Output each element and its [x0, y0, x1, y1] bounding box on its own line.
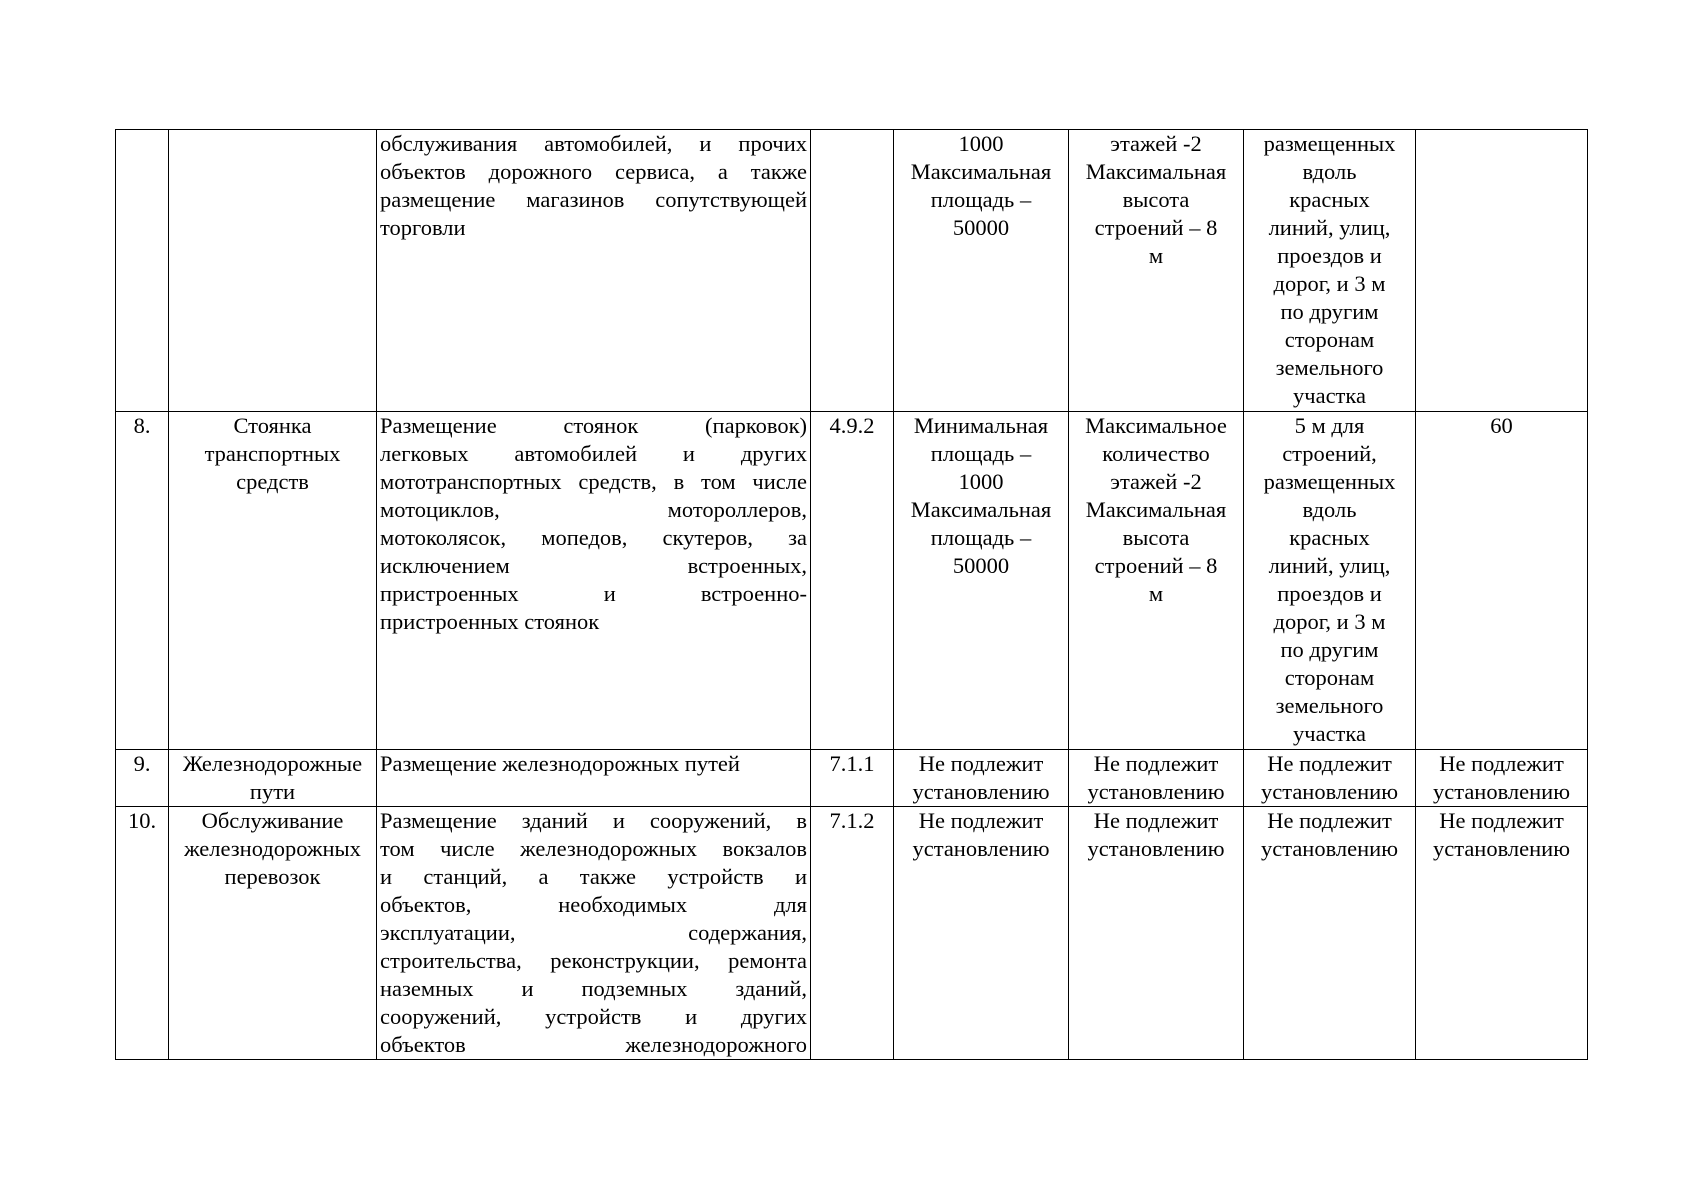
- cell-text-line: сторонам: [1284, 327, 1375, 352]
- cell-text-line: торговли: [380, 215, 466, 240]
- row-number: 8.: [133, 413, 151, 438]
- cell-text-line: участка: [1293, 721, 1366, 746]
- use-name-cell: [169, 750, 377, 807]
- use-name-cell: [169, 130, 377, 412]
- cell-text-line: красных: [1289, 187, 1370, 212]
- cell-text-line: мототранспортных средств, в том числе: [380, 469, 807, 494]
- cell-text-line: сооружений, устройств и других: [380, 1004, 807, 1029]
- cell-text-line: железнодорожных: [184, 836, 361, 861]
- cell-text-line: мотоколясок, мопедов, скутеров, за: [380, 525, 807, 550]
- cell-text-line: Не подлежит: [918, 808, 1044, 833]
- coverage-percent: Не подлежит установлению: [1432, 751, 1571, 804]
- cell-text-line: установлению: [912, 836, 1050, 861]
- cell-text-line: Максимальная: [1085, 159, 1227, 184]
- cell-text-line: Не подлежит: [1267, 808, 1392, 833]
- cell-text-line: Максимальное: [1085, 413, 1227, 438]
- table-row: [116, 807, 1588, 1060]
- cell-text-line: дорог, и 3 м: [1273, 609, 1386, 634]
- cell-text-line: площадь –: [930, 187, 1032, 212]
- row-number: 10.: [127, 808, 157, 833]
- plot-area-cell: [894, 412, 1069, 750]
- coverage-percent-cell: [1416, 412, 1588, 750]
- cell-text-line: 50000: [952, 215, 1010, 240]
- cell-text-line: 5 м для: [1294, 413, 1365, 438]
- floors-height-cell: [1069, 750, 1244, 807]
- cell-text-line: пристроенных стоянок: [380, 609, 600, 634]
- cell-text-line: средств: [236, 469, 309, 494]
- cell-text-line: Не подлежит: [1093, 751, 1219, 776]
- use-code-cell: [811, 807, 894, 1060]
- use-description-cell: [377, 750, 811, 807]
- cell-text-line: легковых автомобилей и других: [380, 441, 807, 466]
- cell-text-line: площадь –: [930, 441, 1032, 466]
- cell-text-line: установлению: [1087, 836, 1225, 861]
- use-code: 4.9.2: [829, 413, 875, 438]
- use-code-cell: [811, 412, 894, 750]
- cell-text-line: проездов и: [1277, 581, 1382, 606]
- table-body: [116, 130, 1588, 1060]
- cell-text-line: установлению: [1087, 779, 1225, 804]
- cell-text-line: размещенных: [1263, 131, 1396, 156]
- cell-text-line: линий, улиц,: [1268, 553, 1391, 578]
- coverage-percent-cell: [1416, 807, 1588, 1060]
- cell-text-line: обслуживания автомобилей, и прочих: [380, 131, 807, 156]
- cell-text-line: размещенных: [1263, 469, 1396, 494]
- cell-text-line: наземных и подземных зданий,: [380, 976, 807, 1001]
- use-description-cell: [377, 412, 811, 750]
- cell-text-line: пристроенных и встроенно-: [380, 581, 807, 606]
- cell-text-line: исключением встроенных,: [380, 553, 807, 578]
- use-code: 7.1.1: [829, 751, 875, 776]
- table-row: [116, 750, 1588, 807]
- floors-height-cell: [1069, 412, 1244, 750]
- use-code: 7.1.2: [829, 808, 875, 833]
- coverage-percent-cell: [1416, 130, 1588, 412]
- cell-text-line: по другим: [1280, 299, 1379, 324]
- cell-text-line: красных: [1289, 525, 1370, 550]
- use-name-cell: [169, 412, 377, 750]
- setback-cell: [1244, 807, 1416, 1060]
- cell-text-line: Не подлежит: [1093, 808, 1219, 833]
- cell-text-line: высота: [1122, 525, 1190, 550]
- cell-text-line: Железнодорожные: [182, 751, 363, 776]
- table-row: [116, 130, 1588, 412]
- floors-height-cell: [1069, 807, 1244, 1060]
- cell-text-line: установлению: [912, 779, 1050, 804]
- cell-text-line: сторонам: [1284, 665, 1375, 690]
- cell-text-line: 1000: [958, 469, 1004, 494]
- plot-area-cell: [894, 807, 1069, 1060]
- cell-text-line: высота: [1122, 187, 1190, 212]
- cell-text-line: Размещение железнодорожных путей: [380, 751, 740, 776]
- row-number: 9.: [133, 751, 151, 776]
- cell-text-line: линий, улиц,: [1268, 215, 1391, 240]
- plot-area-cell: [894, 130, 1069, 412]
- cell-text-line: Не подлежит: [1267, 751, 1392, 776]
- cell-text-line: Стоянка: [233, 413, 312, 438]
- cell-text-line: эксплуатации, содержания,: [380, 920, 807, 945]
- cell-text-line: пути: [249, 779, 296, 804]
- cell-text-line: объектов, необходимых для: [380, 892, 807, 917]
- use-code-cell: [811, 130, 894, 412]
- cell-text-line: объектов дорожного сервиса, а также: [380, 159, 807, 184]
- row-number-cell: [116, 412, 169, 750]
- cell-text-line: объектов железнодорожного: [380, 1032, 807, 1057]
- coverage-percent: Не подлежит установлению: [1432, 808, 1571, 861]
- cell-text-line: Размещение стоянок (парковок): [380, 413, 807, 438]
- cell-text-line: этажей -2: [1110, 131, 1202, 156]
- cell-text-line: вдоль: [1302, 497, 1357, 522]
- cell-text-line: 50000: [952, 553, 1010, 578]
- use-code-cell: [811, 750, 894, 807]
- coverage-percent: 60: [1490, 413, 1513, 438]
- cell-text-line: строений – 8: [1094, 215, 1218, 240]
- cell-text-line: Минимальная: [913, 413, 1049, 438]
- cell-text-line: и станций, а также устройств и: [380, 864, 807, 889]
- cell-text-line: Обслуживание: [201, 808, 344, 833]
- cell-text-line: Не подлежит: [918, 751, 1044, 776]
- cell-text-line: Максимальная: [910, 159, 1052, 184]
- cell-text-line: установлению: [1260, 836, 1399, 861]
- cell-text-line: участка: [1293, 383, 1366, 408]
- cell-text-line: м: [1148, 581, 1164, 606]
- setback-cell: [1244, 412, 1416, 750]
- use-description-cell: [377, 807, 811, 1060]
- cell-text-line: этажей -2: [1110, 469, 1202, 494]
- cell-text-line: вдоль: [1302, 159, 1357, 184]
- plot-area-cell: [894, 750, 1069, 807]
- setback-cell: [1244, 750, 1416, 807]
- cell-text-line: мотоциклов, мотороллеров,: [380, 497, 807, 522]
- land-use-table: [115, 129, 1588, 1060]
- row-number-cell: [116, 130, 169, 412]
- cell-text-line: перевозок: [224, 864, 321, 889]
- row-number-cell: [116, 807, 169, 1060]
- table-row: [116, 412, 1588, 750]
- cell-text-line: том числе железнодорожных вокзалов: [380, 836, 807, 861]
- cell-text-line: м: [1148, 243, 1164, 268]
- cell-text-line: Размещение зданий и сооружений, в: [380, 808, 807, 833]
- coverage-percent-cell: [1416, 750, 1588, 807]
- cell-text-line: площадь –: [930, 525, 1032, 550]
- use-description-cell: [377, 130, 811, 412]
- cell-text-line: проездов и: [1277, 243, 1382, 268]
- row-number-cell: [116, 750, 169, 807]
- cell-text-line: строений,: [1282, 441, 1377, 466]
- cell-text-line: земельного: [1275, 693, 1384, 718]
- floors-height-cell: [1069, 130, 1244, 412]
- cell-text-line: размещение магазинов сопутствующей: [380, 187, 807, 212]
- cell-text-line: Максимальная: [1085, 497, 1227, 522]
- cell-text-line: установлению: [1260, 779, 1399, 804]
- cell-text-line: дорог, и 3 м: [1273, 271, 1386, 296]
- cell-text-line: строений – 8: [1094, 553, 1218, 578]
- cell-text-line: земельного: [1275, 355, 1384, 380]
- cell-text-line: строительства, реконструкции, ремонта: [380, 948, 807, 973]
- setback-cell: [1244, 130, 1416, 412]
- cell-text-line: по другим: [1280, 637, 1379, 662]
- cell-text-line: транспортных: [204, 441, 341, 466]
- cell-text-line: 1000: [958, 131, 1004, 156]
- use-name-cell: [169, 807, 377, 1060]
- cell-text-line: Максимальная: [910, 497, 1052, 522]
- cell-text-line: количество: [1102, 441, 1210, 466]
